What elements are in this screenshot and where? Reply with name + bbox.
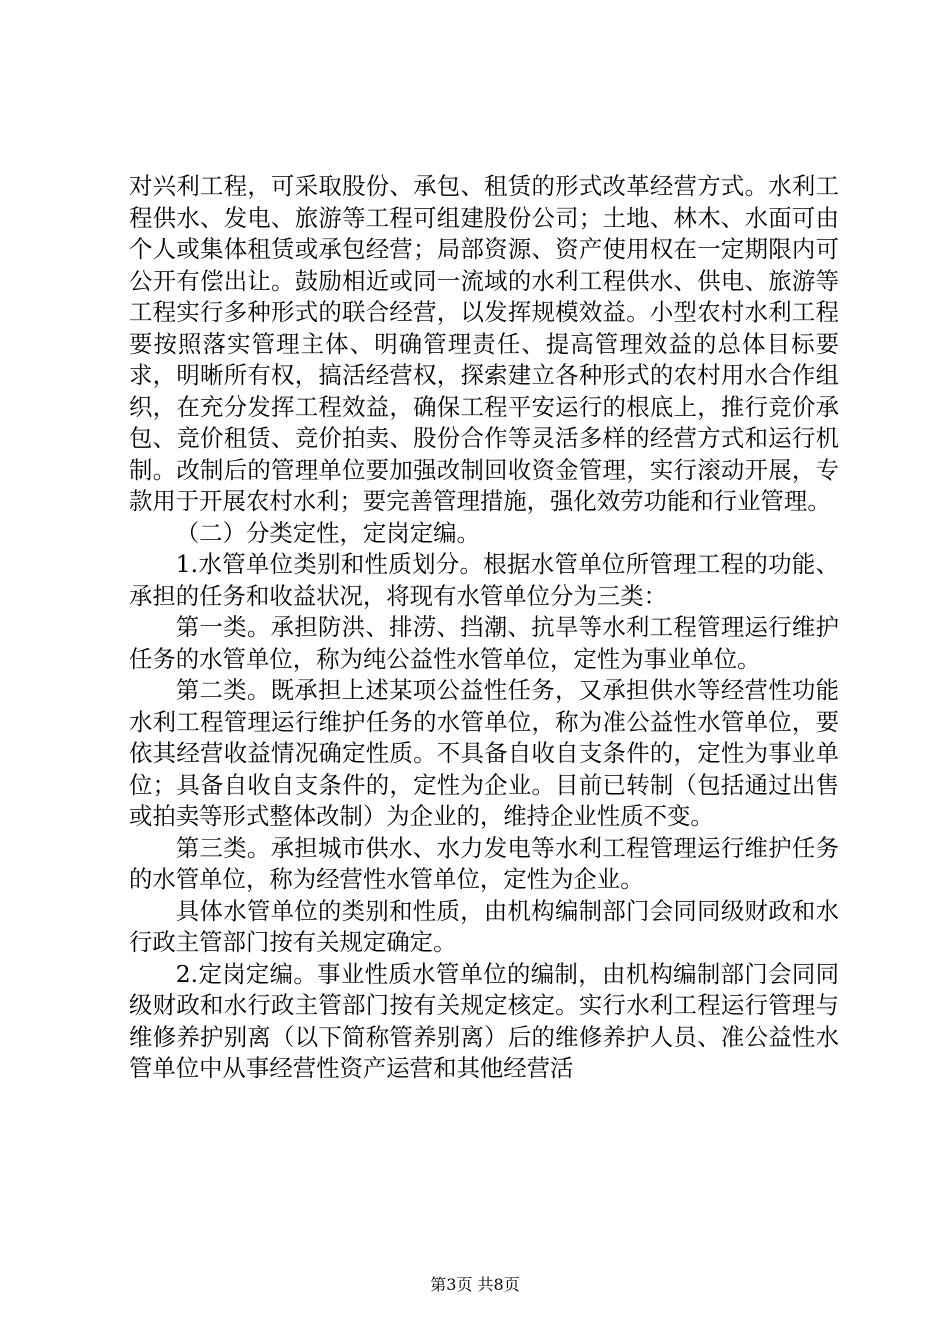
section-heading-2: （二）分类定性，定岗定编。 bbox=[175, 518, 480, 547]
document-body bbox=[129, 171, 839, 1085]
paragraph-determination: 具体水管单位的类别和性质，由机构编制部门会同同级财政和水行政主管部门按有关规定确定。 bbox=[129, 896, 839, 956]
paragraph-continuation: 对兴利工程，可采取股份、承包、租赁的形式改革经营方式。水利工程供水、发电、旅游等工程可组建股份公司；土地、林木、水面可由个人或集体租赁或承包经营；局部资源、资产使用权在一定期限内可公开有偿出让。鼓励相近或同一流域的水利工程供水、供电、旅游等工程实行多种形式的联合经营，以发挥规模效益。小型农村水利工程要按照落实管理主体、明确管理责任、提高管理效益的总体目标要求，明晰所有权，搞活经营权，探索建立各种形式的农村用水合作组织，在充分发挥工程效益，确保工程平安运行的根底上，推行竞价承包、竞价租赁、竞价拍卖、股份合作等灵活多样的经营方式和运行机制。改制后的管理单位要加强改制回收资金管理，实行滚动开展，专款用于开展农村水利；要完善管理措施，强化效劳功能和行业管理。 bbox=[129, 172, 839, 515]
paragraph-category-1: 第一类。承担防洪、排涝、挡潮、抗旱等水利工程管理运行维护任务的水管单位，称为纯公益性水管单位，定性为事业单位。 bbox=[129, 613, 839, 673]
paragraph-staffing: 2.定岗定编。事业性质水管单位的编制，由机构编制部门会同同级财政和水行政主管部门按有关规定核定。实行水利工程运行管理与维修养护别离（以下简称管养别离）后的维修养护人员、准公益性水管单位中从事经营性资产运营和其他经营活 bbox=[129, 959, 839, 1082]
paragraph-category-2: 第二类。既承担上述某项公益性任务，又承担供水等经营性功能水利工程管理运行维护任务的水管单位，称为准公益性水管单位，要依其经营收益情况确定性质。不具备自收自支条件的，定性为事业单位；具备自收自支条件的，定性为企业。目前已转制（包括通过出售或拍卖等形式整体改制）为企业的，维持企业性质不变。 bbox=[129, 676, 839, 830]
paragraph-classification: 1.水管单位类别和性质划分。根据水管单位所管理工程的功能、承担的任务和收益状况，将现有水管单位分为三类： bbox=[129, 550, 839, 610]
paragraph-category-3: 第三类。承担城市供水、水力发电等水利工程管理运行维护任务的水管单位，称为经营性水管单位，定性为企业。 bbox=[129, 833, 839, 893]
page-number-footer: 第3页 共8页 bbox=[430, 1275, 520, 1294]
